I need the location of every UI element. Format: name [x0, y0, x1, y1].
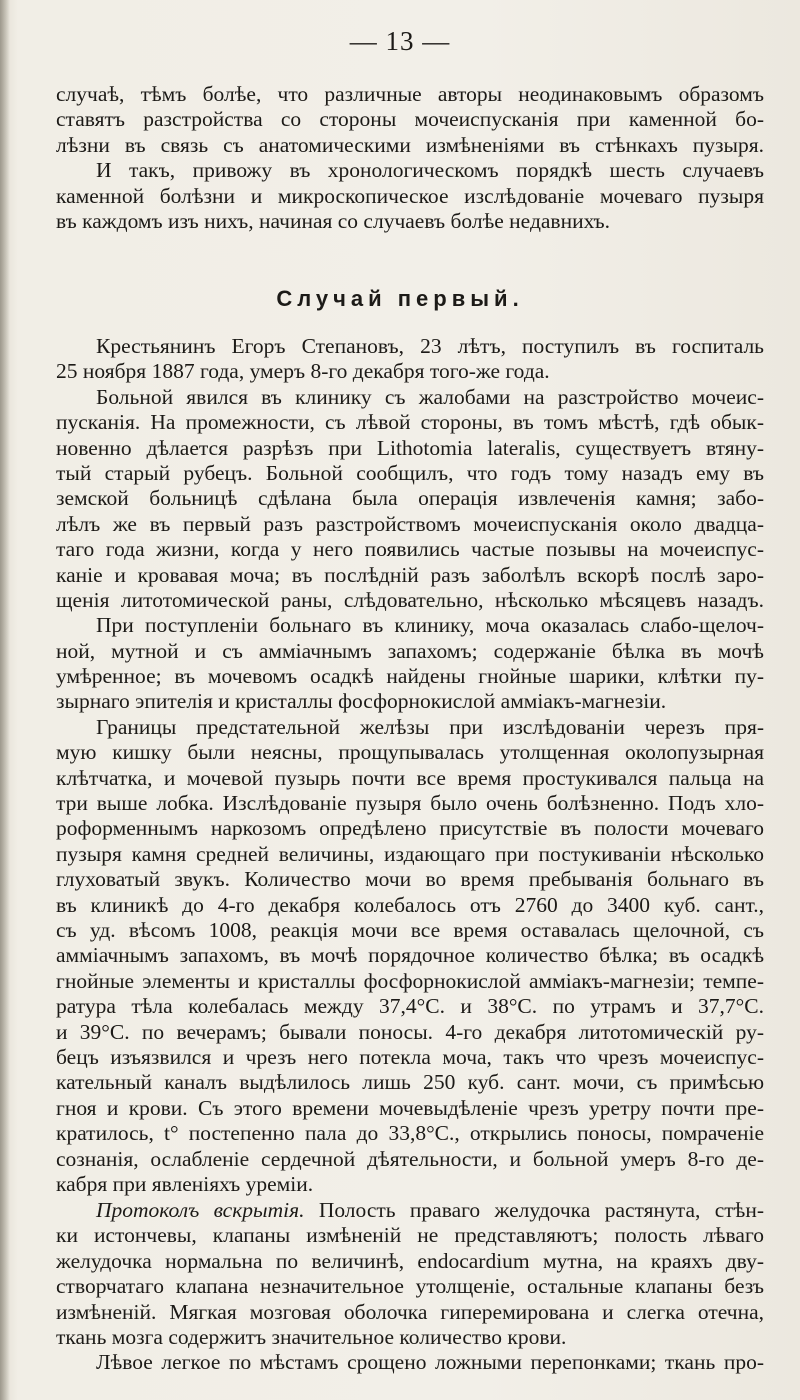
text-line: Больной явился въ клинику съ жалобами на разстройство мочеис- — [96, 384, 764, 409]
binding-shadow — [0, 0, 10, 1400]
text-line: желудочка нормальна по величинѣ, endocardium мутна, на краяхъ дву- — [56, 1248, 764, 1273]
text-line: тый старый рубецъ. Больной сообщилъ, что годъ тому назадъ ему въ — [56, 460, 764, 485]
text-line: лѣлъ же въ первый разъ разстройствомъ мочеиспусканія около двадца- — [56, 511, 764, 536]
intro-paragraph — [56, 82, 764, 234]
section-heading: Случай первый. — [276, 286, 524, 311]
text-line: кратилось, t° постепенно пала до 33,8°С., открылись поносы, помраченіе — [56, 1121, 764, 1146]
text-line: створчатаго клапана незначительное утолщеніе, остальные клапаны безъ — [56, 1274, 764, 1299]
text-line: ной, мутной и съ амміачнымъ запахомъ; содержаніе бѣлка въ мочѣ — [56, 638, 764, 663]
text-line: 25 ноября 1887 года, умеръ 8-го декабря того-же года. — [56, 359, 550, 384]
text-line: пузыря камня средней величины, издающаго при постукиваніи нѣсколько — [56, 841, 764, 866]
text-line: пусканія. На промежности, съ лѣвой стороны, въ томъ мѣстѣ, гдѣ обык- — [56, 410, 764, 435]
text-line: съ уд. вѣсомъ 1008, реакція мочи все время оставалась щелочной, съ — [56, 917, 764, 942]
text-line: И такъ, привожу въ хронологическомъ порядкѣ шесть случаевъ — [96, 158, 764, 183]
text-line: Крестьянинъ Егоръ Степановъ, 23 лѣтъ, поступилъ въ госпиталь — [96, 334, 764, 358]
text-line: При поступленіи больнаго въ клинику, моча оказалась слабо-щелоч- — [96, 613, 764, 638]
text-line: кабря при явленіяхъ уреміи. — [56, 1171, 314, 1196]
text-line: умѣренное; въ мочевомъ осадкѣ найдены гнойные шарики, клѣтки пу- — [56, 664, 764, 689]
text-line: ткань мозга содержитъ значительное количество крови. — [56, 1324, 567, 1349]
text-line: роформеннымъ наркозомъ опредѣлено присутствіе въ полости мочеваго — [56, 816, 764, 841]
text-line: Границы предстательной желѣзы при изслѣдованіи черезъ пря- — [96, 714, 764, 739]
text-line: ставятъ разстройства со стороны мочеиспусканія при каменной бо- — [56, 107, 764, 132]
text-line: бецъ изъязвился и чрезъ него потекла моча, такъ что чрезъ мочеиспус- — [56, 1044, 764, 1069]
text-line: ки истончевы, клапаны измѣненій не представляютъ; полость лѣваго — [56, 1223, 764, 1248]
text-line: въ клиникѣ до 4-го декабря колебалось отъ 2760 до 3400 куб. сант., — [56, 892, 764, 917]
text-line: щенія литотомической раны, слѣдовательно, нѣсколько мѣсяцевъ назадъ. — [56, 587, 764, 612]
text-line: въ каждомъ изъ нихъ, начиная со случаевъ болѣе недавнихъ. — [56, 208, 611, 233]
text-line: гноя и крови. Съ этого времени мочевыдѣленіе чрезъ уретру почти пре- — [56, 1095, 764, 1120]
text-line — [56, 1198, 764, 1223]
protocol-label: Протоколъ вскрытія. — [96, 1198, 305, 1222]
text-line: гнойные элементы и кристаллы фосфорнокислой амміакъ-магнезіи; темпе- — [56, 968, 764, 993]
autopsy-protocol — [56, 1198, 764, 1376]
text-line: каменной болѣзни и микроскопическое изслѣдованіе мочеваго пузыря — [56, 183, 764, 208]
text-line: новенно дѣлается разрѣзъ при Lithotomia lateralis, существуетъ втяну- — [56, 435, 764, 460]
text-line: измѣненій. Мягкая мозговая оболочка гиперемирована и слегка отечна, — [56, 1299, 764, 1324]
text-line: глуховатый звукъ. Количество мочи во время пребыванія больнаго въ — [56, 867, 764, 892]
text-line: мую кишку были неясны, прощупывалась утолщенная околопузырная — [56, 740, 764, 765]
text-line: лѣзни въ связь съ анатомическими измѣненіями въ стѣнкахъ пузыря. — [56, 132, 764, 157]
text-line: кательный каналъ выдѣлилось лишь 250 куб. сант. мочи, съ примѣсью — [56, 1070, 764, 1095]
text-line: таго года жизни, когда у него появились частые позывы на мочеиспус- — [56, 537, 764, 562]
page-number: — 13 — — [349, 26, 451, 56]
text-line: амміачнымъ запахомъ, въ мочѣ порядочное количество бѣлка; въ осадкѣ — [56, 943, 764, 968]
text-line: зырнаго эпителія и кристаллы фосфорнокислой амміакъ-магнезіи. — [56, 689, 667, 714]
text-line: ратура тѣла колебалась между 37,4°С. и 38°С. по утрамъ и 37,7°С. — [56, 994, 764, 1019]
case-description — [56, 334, 764, 1197]
text-line: каніе и кровавая моча; въ послѣдній разъ заболѣлъ вскорѣ послѣ заро- — [56, 562, 764, 587]
text-line: клѣтчатка, и мочевой пузырь почти все время простукивался пальца на — [56, 765, 764, 790]
text-line: сознанія, ослабленіе сердечной дѣятельности, и больной умеръ 8-го де- — [56, 1146, 764, 1171]
text-line: и 39°С. по вечерамъ; бывали поносы. 4-го декабря литотомическій ру- — [56, 1019, 764, 1044]
text-line: случаѣ, тѣмъ болѣе, что различные авторы неодинаковымъ образомъ — [56, 82, 764, 106]
text-line: земской больницѣ сдѣлана была операція извлеченія камня; забо- — [56, 486, 764, 511]
text-line: Лѣвое легкое по мѣстамъ срощено ложными перепонками; ткань про- — [96, 1350, 764, 1375]
protocol-text: Полость праваго желудочка растянута, стѣн- — [304, 1198, 764, 1222]
text-line: три выше лобка. Изслѣдованіе пузыря было очень болѣзненно. Подъ хло- — [56, 791, 764, 816]
